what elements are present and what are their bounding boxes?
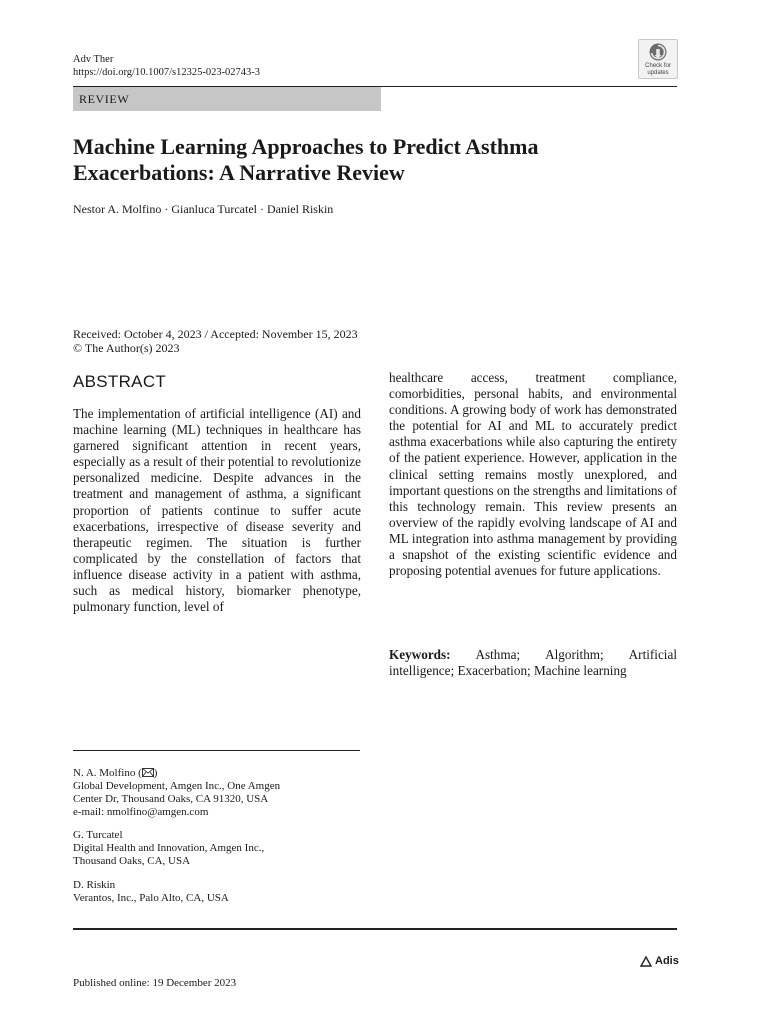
article-dates — [73, 327, 358, 355]
publisher-logo: Adis — [640, 955, 679, 967]
journal-info — [73, 53, 260, 79]
keywords-text: Asthma; Algorithm; Artificial intelligence; Exacerbation; Machine learning — [389, 647, 677, 679]
published-date: Published online: 19 December 2023 — [73, 977, 237, 989]
keywords-label: Keywords: — [389, 647, 451, 662]
envelope-icon — [142, 768, 154, 777]
footnote-rule — [73, 750, 360, 751]
abstract-text-right: healthcare access, treatment compliance, comorbidities, personal habits, and environmental conditions. A growing body of work has demonstrated the potential for AI and ML to accurately predict asthma exacerbations while also capturing the entirety of the patient experience. However, application in the clinical setting remains mostly unexplored, and important questions on the strengths and limitations of this technology remain. This review presents an overview of the rapidly evolving landscape of AI and ML integration into asthma management by providing a snapshot of the existing scientific evidence and proposing potential avenues for future applications. — [389, 370, 677, 579]
author-list: Nestor A. Molfino · Gianluca Turcatel · Daniel Riskin — [73, 202, 334, 216]
keywords — [389, 647, 677, 679]
check-updates-icon — [648, 42, 668, 62]
affiliation-molfino: N. A. Molfino ( ) Global Development, Amgen Inc., One Amgen Center Dr, Thousand Oaks, CA 91320, USA e-mail: nmolfino@amgen.com — [73, 767, 373, 819]
email-link[interactable]: e-mail: nmolfino@amgen.com — [73, 806, 209, 818]
affiliation-riskin: D. Riskin Verantos, Inc., Palo Alto, CA, USA — [73, 879, 229, 904]
journal-name: Adv Ther — [73, 54, 114, 65]
check-updates-label: Check for updates — [645, 63, 671, 76]
affiliation-turcatel: G. Turcatel Digital Health and Innovation, Amgen Inc., Thousand Oaks, CA, USA — [73, 829, 265, 867]
copyright-notice: © The Author(s) 2023 — [73, 341, 180, 355]
doi-link[interactable]: https://doi.org/10.1007/s12325-023-02743-3 — [73, 67, 261, 78]
check-for-updates-button[interactable] — [638, 39, 678, 79]
footer-rule — [73, 928, 677, 930]
article-title: Machine Learning Approaches to Predict Asthma Exacerbations: A Narrative Review — [73, 134, 539, 185]
adis-triangle-icon — [640, 956, 652, 967]
abstract-text-left: The implementation of artificial intelligence (AI) and machine learning (ML) techniques in healthcare has garnered significant attention in recent years, especially as a result of their potential to revolutionize personalized medicine. Despite advances in the treatment and management of asthma, a significant proportion of patients continue to suffer acute exacerbations, irrespective of disease severity and therapeutic regimen. The situation is further complicated by the constellation of factors that influence disease activity in a patient with asthma, such as medical history, biomarker phenotype, pulmonary function, level of — [73, 406, 361, 615]
received-accepted-dates: Received: October 4, 2023 / Accepted: November 15, 2023 — [73, 327, 358, 341]
section-label: REVIEW — [73, 87, 381, 111]
abstract-heading: ABSTRACT — [73, 372, 167, 391]
